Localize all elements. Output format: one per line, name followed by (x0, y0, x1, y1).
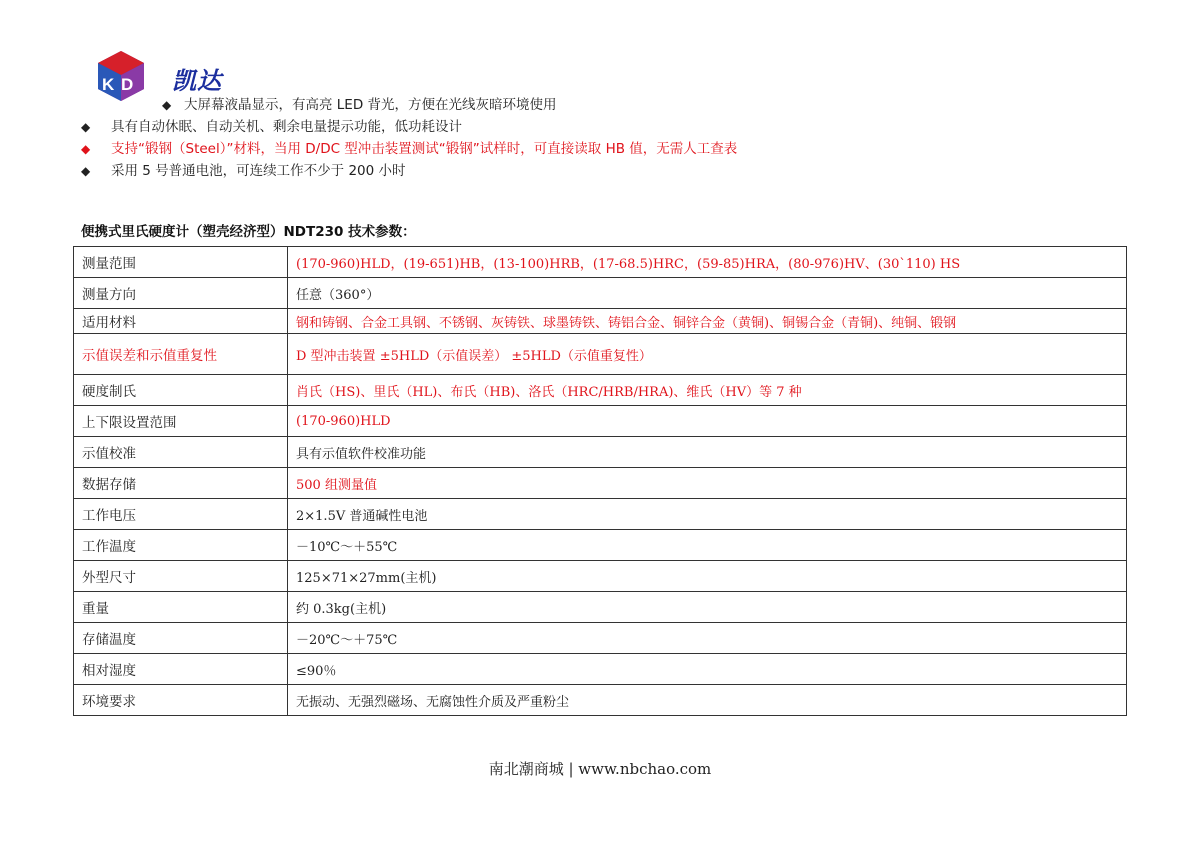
spec-param: 示值误差和示值重复性 (74, 334, 288, 375)
bullet-text: 支持“锻钢（Steel）”材料，当用 D/DC 型冲击装置测试“锻钢”试样时，可直接读取 HB 值，无需人工查表 (111, 141, 738, 157)
spec-value: 500 组测量值 (288, 468, 1127, 499)
spec-row (74, 530, 1127, 561)
spec-value: －10℃～＋55℃ (288, 530, 1127, 561)
spec-value: (170-960)HLD (288, 406, 1127, 437)
brand-name: 凯达 (172, 66, 222, 95)
spec-row (74, 685, 1127, 716)
spec-value: 任意（360°） (288, 278, 1127, 309)
svg-text:D: D (121, 75, 134, 94)
spec-row (74, 375, 1127, 406)
spec-row (74, 278, 1127, 309)
section-title: 便携式里氏硬度计（塑壳经济型）NDT230 技术参数： (81, 224, 416, 240)
spec-row (74, 247, 1127, 278)
spec-value: 肖氏（HS)、里氏（HL)、布氏（HB)、洛氏（HRC/HRB/HRA)、维氏（HV）等 7 种 (288, 375, 1127, 406)
spec-param: 重量 (74, 592, 288, 623)
spec-value: 无振动、无强烈磁场、无腐蚀性介质及严重粉尘 (288, 685, 1127, 716)
spec-row (74, 468, 1127, 499)
spec-value: 约 0.3kg(主机) (288, 592, 1127, 623)
spec-param: 工作电压 (74, 499, 288, 530)
spec-value: 钢和铸钢、合金工具钢、不锈钢、灰铸铁、球墨铸铁、铸铝合金、铜锌合金（黄铜)、铜锡合金（青铜)、纯铜、锻钢 (288, 309, 1127, 334)
spec-param: 存储温度 (74, 623, 288, 654)
bullet-text: 采用 5 号普通电池，可连续工作不少于 200 小时 (111, 163, 406, 179)
diamond-bullet-icon: ◆ (81, 142, 91, 156)
spec-param: 示值校准 (74, 437, 288, 468)
feature-bullet (81, 162, 406, 180)
feature-bullet (162, 96, 557, 114)
spec-value: 2×1.5V 普通碱性电池 (288, 499, 1127, 530)
spec-param: 适用材料 (74, 309, 288, 334)
spec-param: 测量方向 (74, 278, 288, 309)
spec-param: 测量范围 (74, 247, 288, 278)
footer-source: 南北潮商城 | www.nbchao.com (488, 760, 712, 778)
spec-row (74, 499, 1127, 530)
spec-value: 具有示值软件校准功能 (288, 437, 1127, 468)
bullet-text: 大屏幕液晶显示，有高亮 LED 背光，方便在光线灰暗环境使用 (184, 97, 557, 113)
spec-value: (170-960)HLD，(19-651)HB，(13-100)HRB，(17-68.5)HRC，(59-85)HRA，(80-976)HV、(30`110) HS (288, 247, 1127, 278)
spec-row (74, 561, 1127, 592)
spec-param: 外型尺寸 (74, 561, 288, 592)
spec-value: －20℃～＋75℃ (288, 623, 1127, 654)
spec-param: 上下限设置范围 (74, 406, 288, 437)
spec-value: 125×71×27mm(主机) (288, 561, 1127, 592)
bullet-text: 具有自动休眠、自动关机、剩余电量提示功能，低功耗设计 (111, 119, 462, 135)
spec-value: D 型冲击装置 ±5HLD（示值误差） ±5HLD（示值重复性） (288, 334, 1127, 375)
spec-row (74, 334, 1127, 375)
feature-bullet-highlight (81, 140, 737, 158)
spec-param: 工作温度 (74, 530, 288, 561)
diamond-bullet-icon: ◆ (81, 164, 91, 178)
svg-text:K: K (102, 75, 115, 94)
spec-row (74, 592, 1127, 623)
spec-param: 相对湿度 (74, 654, 288, 685)
spec-value: ≤90％ (288, 654, 1127, 685)
diamond-bullet-icon: ◆ (162, 98, 172, 112)
spec-param: 环境要求 (74, 685, 288, 716)
spec-row (74, 654, 1127, 685)
spec-param: 数据存储 (74, 468, 288, 499)
spec-row (74, 623, 1127, 654)
spec-table (73, 246, 1127, 716)
feature-bullet (81, 118, 462, 136)
spec-row (74, 437, 1127, 468)
kd-logo-icon (96, 50, 146, 102)
spec-row (74, 309, 1127, 334)
diamond-bullet-icon: ◆ (81, 120, 91, 134)
spec-param: 硬度制氏 (74, 375, 288, 406)
spec-row (74, 406, 1127, 437)
